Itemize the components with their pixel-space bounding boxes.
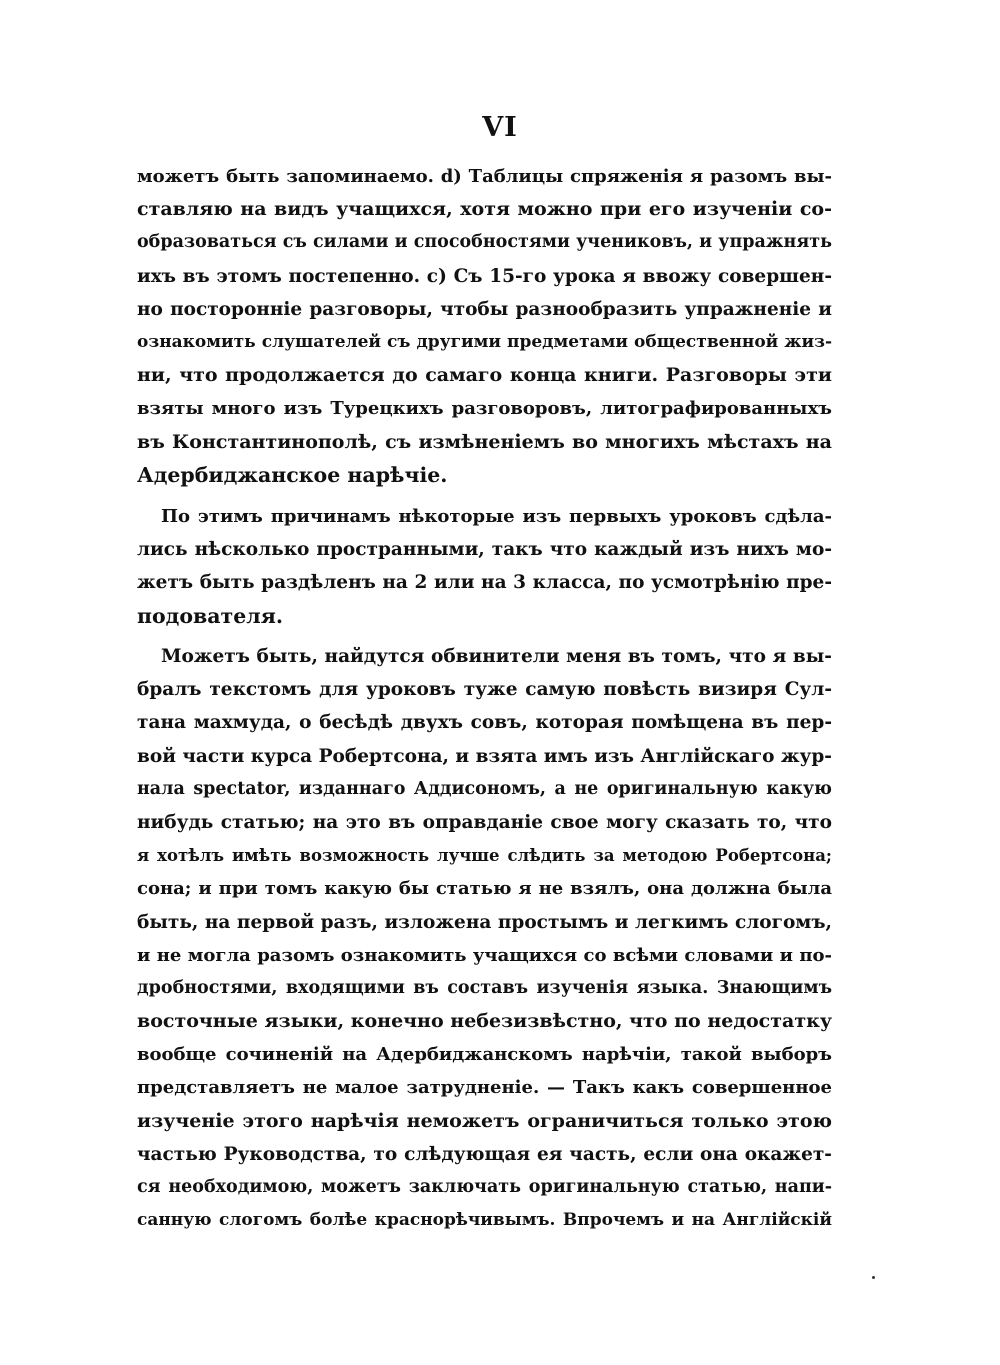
text-line: сона; и при томъ какую бы статью я не взялъ, она должна была xyxy=(137,878,832,900)
text-line: подователя. xyxy=(137,603,284,628)
text-line: нала spectator, изданнаго Аддисономъ, а не оригинальную какую xyxy=(137,778,832,799)
text-line: дробностями, входящими въ составъ изученія языка. Знающимъ xyxy=(137,977,832,998)
text-line: образоваться съ силами и способностями учениковъ, и упражнять xyxy=(137,232,832,253)
text-line: санную слогомъ болѣе краснорѣчивымъ. Впрочемъ и на Англійскій xyxy=(137,1210,832,1231)
text-line: быть, на первой разъ, изложена простымъ и легкимъ слогомъ, xyxy=(137,911,832,933)
text-line: ихъ въ этомъ постепенно. c) Съ 15-го урока я ввожу совершен- xyxy=(137,265,832,287)
text-line: По этимъ причинамъ нѣкоторые изъ первыхъ уроковъ сдѣла- xyxy=(161,506,832,527)
text-line: вой части курса Робертсона, и взята имъ изъ Англійскаго жур- xyxy=(137,745,832,767)
text-line: ни, что продолжается до самаго конца книги. Разговоры эти xyxy=(137,364,832,387)
paragraph-3 xyxy=(137,640,832,1237)
text-line: жетъ быть раздѣленъ на 2 или на 3 класса, по усмотрѣнію пре- xyxy=(137,572,832,594)
text-line: частью Руководства, то слѣдующая ея часть, если она окажет- xyxy=(137,1143,832,1165)
text-line: нибудь статью; на это въ оправданіе свое могу сказать то, что xyxy=(137,811,832,833)
text-line: вообще сочиненій на Адербиджанскомъ нарѣчіи, такой выборъ xyxy=(137,1044,832,1066)
text-line: ознакомить слушателей съ другими предметами общественной жиз- xyxy=(137,331,832,352)
text-line: Адербиджанское нарѣчіе. xyxy=(137,462,448,487)
text-line: взяты много изъ Турецкихъ разговоровъ, литографированныхъ xyxy=(137,398,832,420)
text-line: въ Константинополѣ, съ измѣненіемъ во многихъ мѣстахъ на xyxy=(137,430,832,453)
text-line: и не могла разомъ ознакомить учащихся со всѣми словами и по- xyxy=(137,944,832,966)
text-line: ставляю на видъ учащихся, хотя можно при его изученіи со- xyxy=(137,198,832,221)
text-line: изученіе этого нарѣчія неможетъ ограничиться только этою xyxy=(137,1109,832,1132)
text-line: можетъ быть запоминаемо. d) Таблицы спряженія я разомъ вы- xyxy=(137,166,832,187)
text-line: восточные языки, конечно небезизвѣстно, что по недостатку xyxy=(137,1010,832,1033)
text-line: тана махмуда, о бесѣдѣ двухъ совъ, которая помѣщена въ пер- xyxy=(137,712,832,734)
paragraph-2 xyxy=(137,500,832,633)
ink-speck xyxy=(872,1276,875,1279)
text-line: Можетъ быть, найдутся обвинители меня въ томъ, что я вы- xyxy=(161,646,832,667)
text-line: представляетъ не малое затрудненіе. — Такъ какъ совершенное xyxy=(137,1077,832,1099)
text-line: бралъ текстомъ для уроковъ туже самую повѣсть визиря Сул- xyxy=(137,679,832,701)
text-line: я хотѣлъ имѣть возможность лучше слѣдить за методою Робертсона; xyxy=(137,846,832,866)
paragraph-1 xyxy=(137,160,832,492)
text-line: лись нѣсколько пространными, такъ что каждый изъ нихъ мо- xyxy=(137,539,832,561)
text-line: но посторонніе разговоры, чтобы разнообразить упражненіе и xyxy=(137,298,832,320)
page-number: VI xyxy=(482,112,518,143)
text-line: ся необходимою, можетъ заключать оригинальную статью, напи- xyxy=(137,1177,832,1197)
